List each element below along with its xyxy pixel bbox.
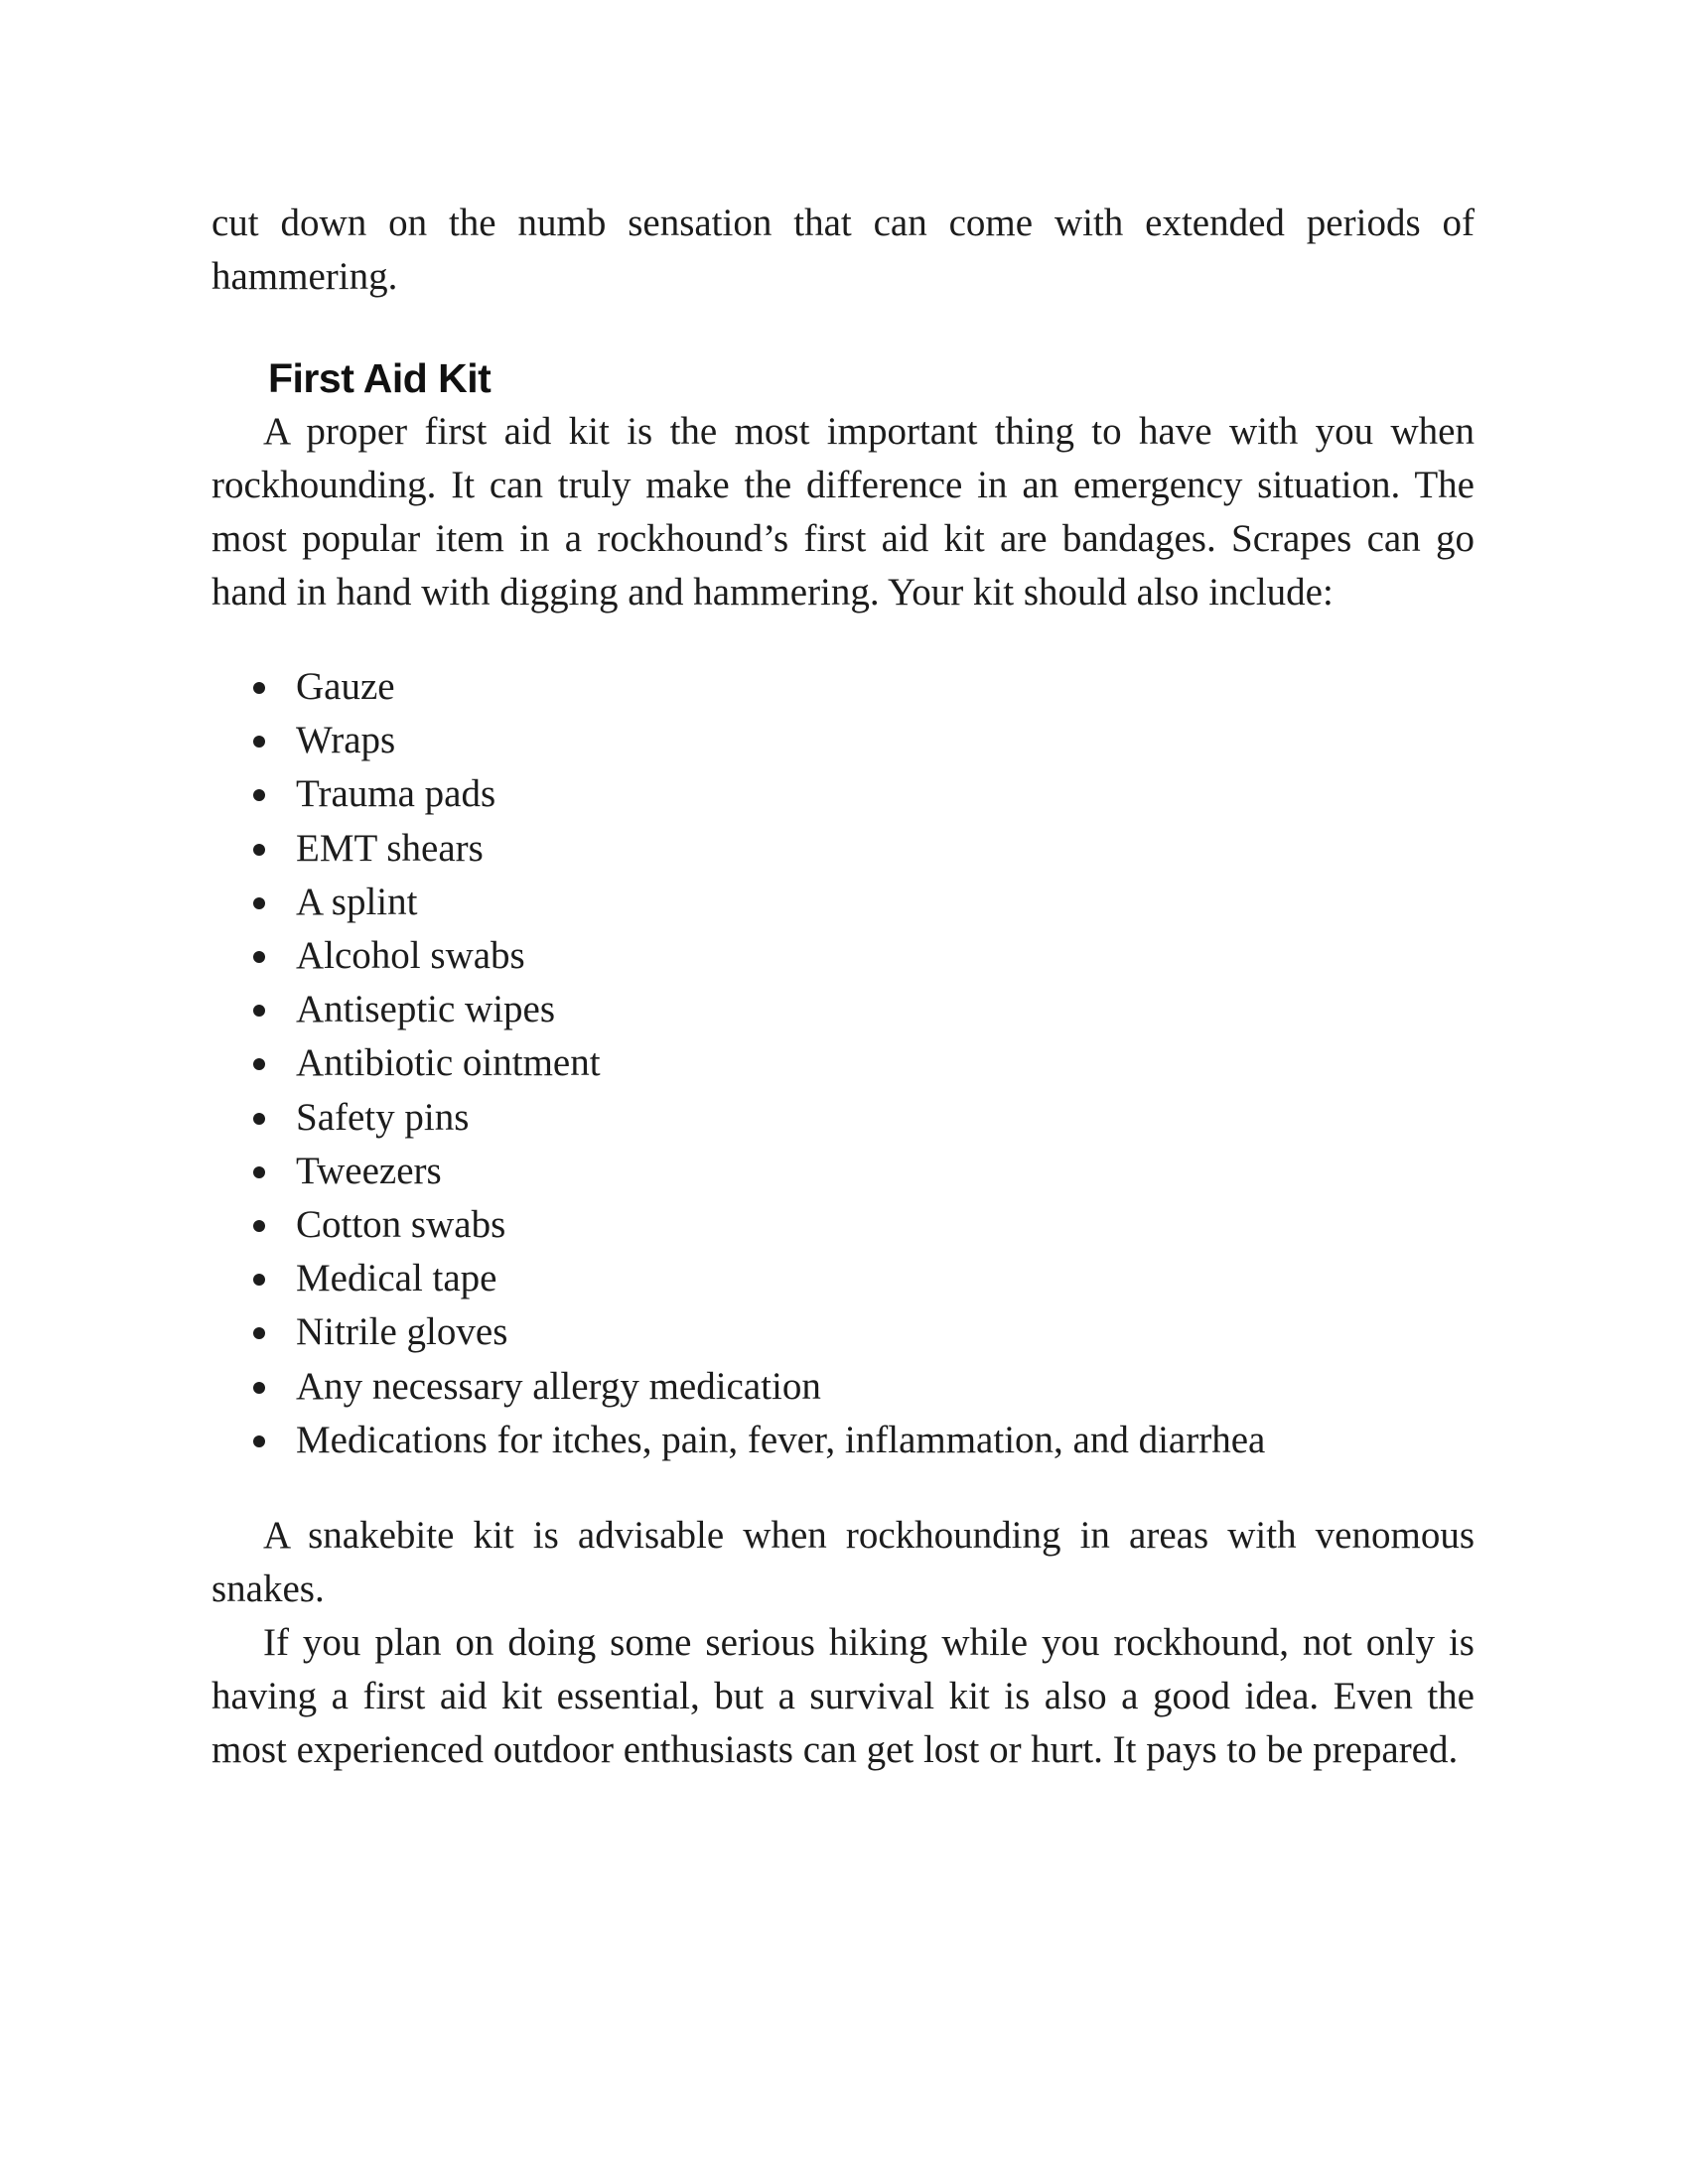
list-item bbox=[211, 1360, 1475, 1414]
bullet-icon bbox=[253, 1274, 265, 1286]
list-item-text: Antibiotic ointment bbox=[296, 1041, 601, 1085]
list-item-text: Trauma pads bbox=[296, 772, 496, 816]
list-item bbox=[211, 983, 1475, 1036]
list-item-text: Wraps bbox=[296, 719, 396, 762]
list-item-text: Cotton swabs bbox=[296, 1203, 506, 1247]
kit-items-list bbox=[211, 660, 1475, 1467]
bullet-icon bbox=[253, 844, 265, 856]
bullet-icon bbox=[253, 682, 265, 694]
bullet-icon bbox=[253, 1166, 265, 1178]
list-item-text: Any necessary allergy medication bbox=[296, 1364, 821, 1408]
bullet-icon bbox=[253, 1058, 265, 1070]
list-item-text: A splint bbox=[296, 880, 418, 923]
bullet-icon bbox=[253, 1220, 265, 1232]
list-item-text: EMT shears bbox=[296, 826, 484, 870]
survival-paragraph: If you plan on doing some serious hiking while you rockhound, not only is having a first aid kit essential, but a survival kit is also a good idea. Even the most experienced outdoor enthusiasts can get lost or hurt. It pays to be prepared. bbox=[211, 1621, 1475, 1772]
section-heading: First Aid Kit bbox=[268, 355, 492, 401]
list-item-text: Medications for itches, pain, fever, inflammation, and diarrhea bbox=[296, 1418, 1266, 1461]
intro-paragraph: cut down on the numb sensation that can come with extended periods of hammering. bbox=[211, 202, 1475, 298]
list-item bbox=[211, 1414, 1475, 1467]
list-item-text: Tweezers bbox=[296, 1149, 442, 1192]
list-item bbox=[211, 1198, 1475, 1252]
list-item bbox=[211, 929, 1475, 983]
list-item bbox=[211, 876, 1475, 929]
list-item bbox=[211, 714, 1475, 767]
list-item bbox=[211, 767, 1475, 821]
bullet-icon bbox=[253, 1113, 265, 1125]
list-item bbox=[211, 1091, 1475, 1145]
list-item bbox=[211, 822, 1475, 876]
snakebite-paragraph: A snakebite kit is advisable when rockhounding in areas with venomous snakes. bbox=[211, 1514, 1475, 1611]
bullet-icon bbox=[253, 736, 265, 748]
list-item bbox=[211, 1252, 1475, 1305]
bullet-icon bbox=[253, 897, 265, 909]
document-page bbox=[211, 197, 1475, 1777]
bullet-icon bbox=[253, 1435, 265, 1447]
bullet-icon bbox=[253, 951, 265, 963]
first-aid-paragraph: A proper first aid kit is the most important thing to have with you when rockhounding. It can truly make the difference in an emergency situation. The most popular item in a rockhound’s first aid kit are bandages. Scrapes can go hand in hand with digging and hammering. Your kit should also include: bbox=[211, 410, 1475, 614]
bullet-icon bbox=[253, 1382, 265, 1394]
list-item-text: Safety pins bbox=[296, 1095, 470, 1139]
first-aid-section bbox=[211, 351, 1475, 1777]
list-item-text: Medical tape bbox=[296, 1257, 497, 1300]
list-item-text: Nitrile gloves bbox=[296, 1310, 508, 1354]
bullet-icon bbox=[253, 1327, 265, 1339]
list-item bbox=[211, 1145, 1475, 1198]
list-item-text: Antiseptic wipes bbox=[296, 988, 556, 1031]
list-item bbox=[211, 1036, 1475, 1090]
list-item bbox=[211, 660, 1475, 714]
list-item-text: Alcohol swabs bbox=[296, 934, 525, 978]
bullet-icon bbox=[253, 789, 265, 801]
list-item bbox=[211, 1305, 1475, 1359]
bullet-icon bbox=[253, 1005, 265, 1017]
list-item-text: Gauze bbox=[296, 665, 395, 708]
